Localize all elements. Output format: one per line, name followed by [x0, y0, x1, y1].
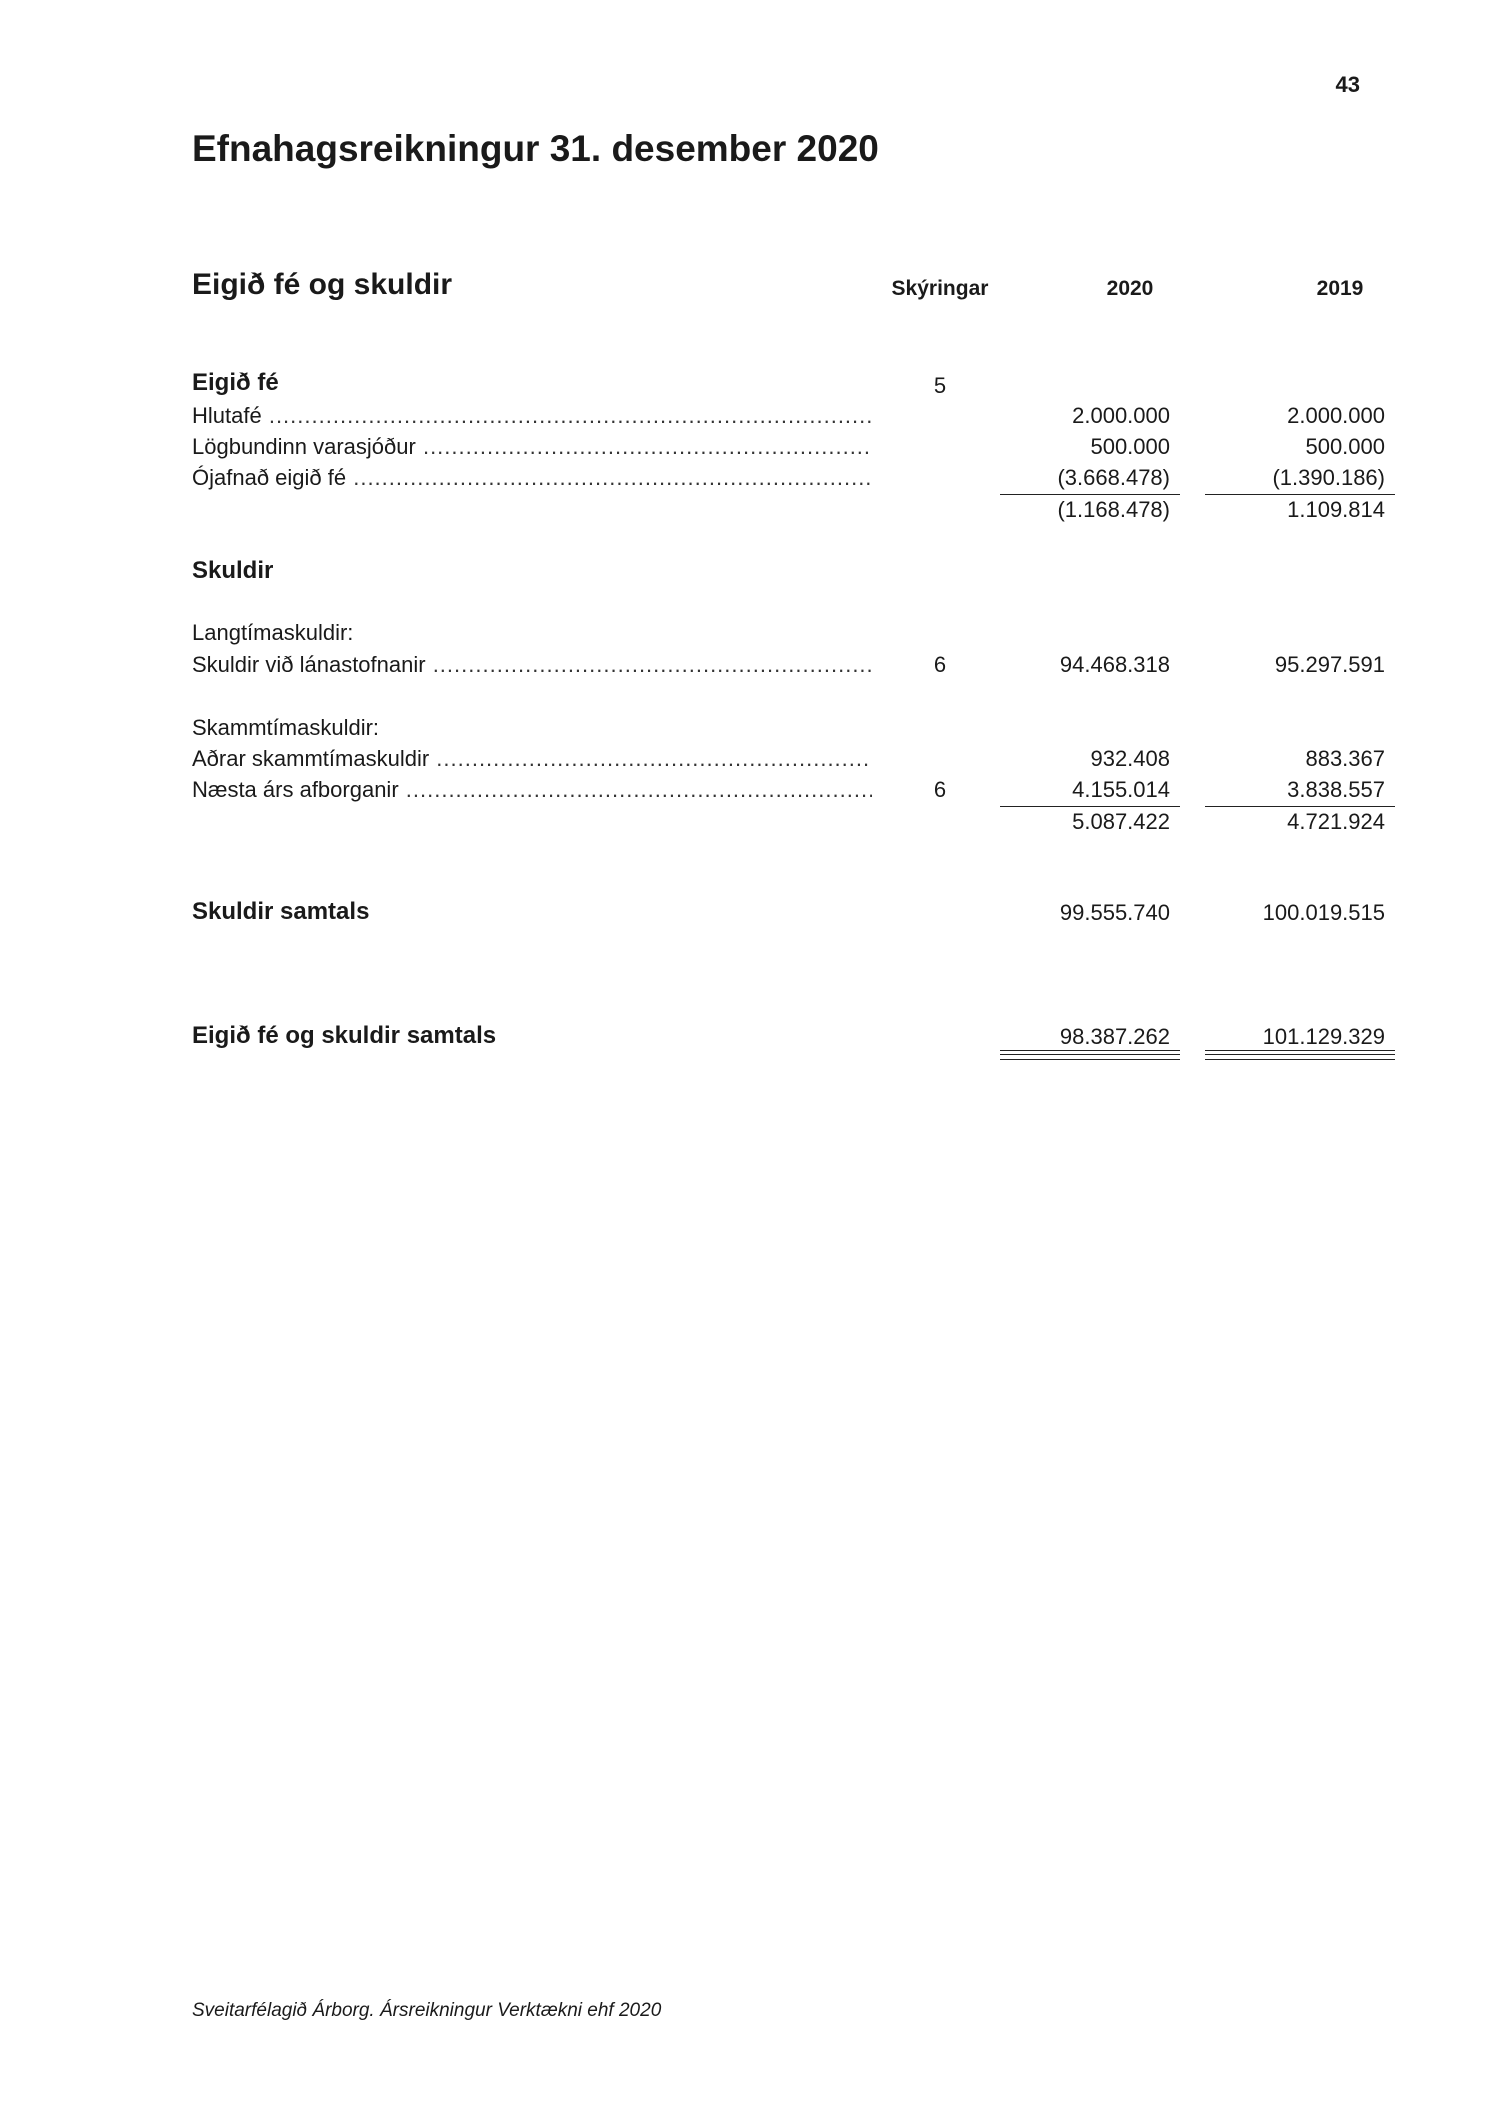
document-title: Efnahagsreikningur 31. desember 2020 — [192, 128, 879, 169]
footer-text: Sveitarfélagið Árborg. Ársreikningur Verktækni ehf 2020 — [192, 2000, 662, 2021]
grand-total-2019: 101.129.329 — [1262, 1024, 1385, 1049]
value-2019: 95.297.591 — [1274, 652, 1385, 677]
equity-heading: Eigið fé — [192, 369, 279, 396]
row-label: Ójafnað eigið fé ..... — [192, 465, 872, 491]
row-label: Næsta árs afborganir ..... — [192, 777, 872, 803]
equity-note: 5 — [933, 373, 947, 398]
row-label: Hlutafé ..... — [192, 403, 872, 429]
row-note: 6 — [933, 652, 947, 677]
value-2019: (1.390.186) — [1272, 465, 1385, 490]
page-number: 43 — [1335, 72, 1360, 97]
row-label: Aðrar skammtímaskuldir ..... — [192, 746, 872, 772]
double-underline-2020 — [1000, 1054, 1180, 1060]
value-2020: (3.668.478) — [1057, 465, 1170, 490]
subtotal-rule-2020 — [1000, 806, 1180, 807]
double-underline-2019 — [1205, 1054, 1395, 1060]
column-header-2019: 2019 — [1316, 277, 1364, 300]
row-note: 6 — [933, 777, 947, 802]
value-2020: 4.155.014 — [1072, 777, 1170, 802]
short-term-total-2020: 5.087.422 — [1072, 809, 1170, 834]
short-term-label: Skammtímaskuldir: — [192, 715, 380, 740]
value-2019: 883.367 — [1305, 746, 1385, 771]
grand-total-rule-2019 — [1205, 1050, 1395, 1051]
value-2020: 932.408 — [1090, 746, 1170, 771]
row-label: Lögbundinn varasjóður ..... — [192, 434, 872, 460]
section-title: Eigið fé og skuldir — [192, 268, 453, 301]
grand-total-rule-2020 — [1000, 1050, 1180, 1051]
liabilities-heading: Skuldir — [192, 557, 274, 584]
row-label: Skuldir við lánastofnanir ..... — [192, 652, 872, 678]
subtotal-rule-2020 — [1000, 494, 1180, 495]
subtotal-rule-2019 — [1205, 494, 1395, 495]
grand-total-label: Eigið fé og skuldir samtals — [192, 1022, 497, 1049]
value-2019: 2.000.000 — [1287, 403, 1385, 428]
subtotal-rule-2019 — [1205, 806, 1395, 807]
equity-total-2020: (1.168.478) — [1057, 497, 1170, 522]
liabilities-total-2019: 100.019.515 — [1262, 900, 1385, 925]
value-2020: 2.000.000 — [1072, 403, 1170, 428]
long-term-label: Langtímaskuldir: — [192, 620, 354, 645]
value-2020: 94.468.318 — [1059, 652, 1170, 677]
grand-total-2020: 98.387.262 — [1059, 1024, 1170, 1049]
column-header-notes: Skýringar — [891, 277, 989, 300]
liabilities-total-label: Skuldir samtals — [192, 898, 370, 925]
value-2019: 500.000 — [1305, 434, 1385, 459]
value-2019: 3.838.557 — [1287, 777, 1385, 802]
column-header-2020: 2020 — [1106, 277, 1154, 300]
value-2020: 500.000 — [1090, 434, 1170, 459]
equity-total-2019: 1.109.814 — [1287, 497, 1385, 522]
liabilities-total-2020: 99.555.740 — [1059, 900, 1170, 925]
short-term-total-2019: 4.721.924 — [1287, 809, 1385, 834]
